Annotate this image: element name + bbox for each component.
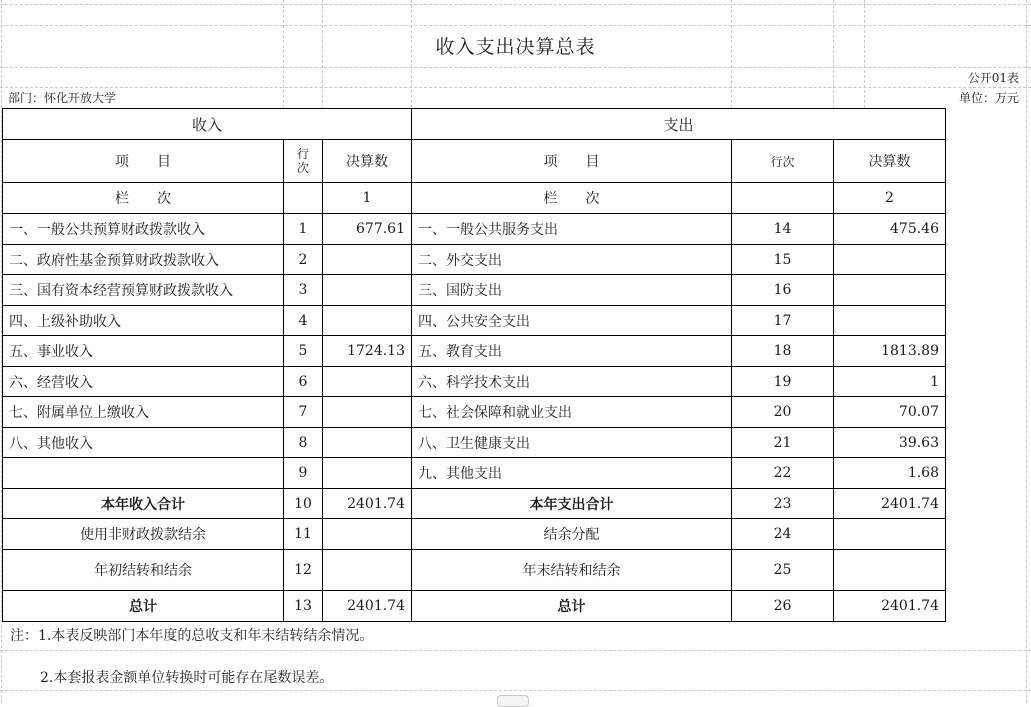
expense-row-number: 19 bbox=[732, 367, 834, 397]
income-row-number: 7 bbox=[284, 397, 323, 428]
income-amount: 677.61 bbox=[323, 214, 412, 245]
income-expense-table bbox=[2, 108, 946, 622]
expense-amount: 2401.74 bbox=[834, 489, 946, 519]
expense-col-number: 2 bbox=[834, 183, 946, 214]
expense-amount-header: 决算数 bbox=[834, 140, 946, 183]
expense-item-label: 四、公共安全支出 bbox=[412, 306, 732, 336]
income-item-label: 八、其他收入 bbox=[3, 428, 284, 458]
expense-row-number: 26 bbox=[732, 591, 834, 622]
department-label: 部门：怀化开放大学 bbox=[8, 91, 117, 105]
income-item-header: 项 目 bbox=[3, 140, 284, 183]
gridline bbox=[0, 87, 1031, 88]
income-row-number: 11 bbox=[284, 519, 323, 550]
income-row-number: 8 bbox=[284, 428, 323, 458]
income-item-label: 五、事业收入 bbox=[3, 336, 284, 367]
expense-amount: 1 bbox=[834, 367, 946, 397]
expense-item-label: 三、国防支出 bbox=[412, 275, 732, 306]
expense-row-number: 21 bbox=[732, 428, 834, 458]
expense-amount bbox=[834, 306, 946, 336]
income-row-number: 3 bbox=[284, 275, 323, 306]
expense-item-label: 五、教育支出 bbox=[412, 336, 732, 367]
expense-item-label: 九、其他支出 bbox=[412, 458, 732, 489]
income-amount bbox=[323, 519, 412, 550]
gridline bbox=[0, 690, 1031, 691]
income-amount bbox=[323, 367, 412, 397]
gridline bbox=[0, 650, 1031, 651]
expense-item-label: 二、外交支出 bbox=[412, 245, 732, 275]
empty-cell bbox=[284, 183, 323, 214]
expense-row-number: 14 bbox=[732, 214, 834, 245]
expense-amount: 475.46 bbox=[834, 214, 946, 245]
income-row-number: 10 bbox=[284, 489, 323, 519]
income-item-label: 四、上级补助收入 bbox=[3, 306, 284, 336]
table-row bbox=[3, 428, 946, 458]
note-1: 注：1.本表反映部门本年度的总收支和年末结转结余情况。 bbox=[10, 628, 374, 644]
expense-row-number: 25 bbox=[732, 550, 834, 591]
income-amount: 1724.13 bbox=[323, 336, 412, 367]
income-row-number: 6 bbox=[284, 367, 323, 397]
income-amount bbox=[323, 306, 412, 336]
table-row bbox=[3, 214, 946, 245]
income-total-label: 总计 bbox=[3, 591, 284, 622]
income-amount-header: 决算数 bbox=[323, 140, 412, 183]
unit-label: 单位：万元 bbox=[958, 91, 1019, 105]
income-row-number: 1 bbox=[284, 214, 323, 245]
expense-header: 支出 bbox=[412, 109, 946, 140]
income-rowno-header bbox=[284, 140, 323, 183]
table-row bbox=[3, 245, 946, 275]
expense-amount: 70.07 bbox=[834, 397, 946, 428]
income-row-number: 2 bbox=[284, 245, 323, 275]
income-amount bbox=[323, 397, 412, 428]
expense-col-label: 栏 次 bbox=[412, 183, 732, 214]
table-row bbox=[3, 458, 946, 489]
table-row bbox=[3, 306, 946, 336]
expense-row-number: 23 bbox=[732, 489, 834, 519]
income-amount bbox=[323, 275, 412, 306]
expense-total-label: 结余分配 bbox=[412, 519, 732, 550]
income-row-number: 5 bbox=[284, 336, 323, 367]
income-total-label: 年初结转和结余 bbox=[3, 550, 284, 591]
expense-amount: 1.68 bbox=[834, 458, 946, 489]
income-col-label: 栏 次 bbox=[3, 183, 284, 214]
expense-total-label: 本年支出合计 bbox=[412, 489, 732, 519]
expense-item-label: 七、社会保障和就业支出 bbox=[412, 397, 732, 428]
income-row-number: 9 bbox=[284, 458, 323, 489]
expense-item-label: 六、科学技术支出 bbox=[412, 367, 732, 397]
income-amount bbox=[323, 245, 412, 275]
expense-total-label: 总计 bbox=[412, 591, 732, 622]
gridline bbox=[0, 67, 1031, 68]
empty-cell bbox=[732, 183, 834, 214]
expense-item-header: 项 目 bbox=[412, 140, 732, 183]
expense-row-number: 20 bbox=[732, 397, 834, 428]
section-header-row bbox=[3, 109, 946, 140]
income-item-label: 七、附属单位上缴收入 bbox=[3, 397, 284, 428]
expense-row-number: 24 bbox=[732, 519, 834, 550]
expense-total-label: 年末结转和结余 bbox=[412, 550, 732, 591]
expense-item-label: 八、卫生健康支出 bbox=[412, 428, 732, 458]
expense-amount bbox=[834, 519, 946, 550]
income-header: 收入 bbox=[3, 109, 412, 140]
sheet-scroll-handle[interactable] bbox=[497, 695, 529, 707]
column-number-row bbox=[3, 183, 946, 214]
income-col-number: 1 bbox=[323, 183, 412, 214]
income-amount: 2401.74 bbox=[323, 489, 412, 519]
grand-total-row bbox=[3, 591, 946, 622]
table-row bbox=[3, 336, 946, 367]
income-amount bbox=[323, 458, 412, 489]
income-item-label: 二、政府性基金预算财政拨款收入 bbox=[3, 245, 284, 275]
income-item-label: 六、经营收入 bbox=[3, 367, 284, 397]
income-row-number: 12 bbox=[284, 550, 323, 591]
income-amount bbox=[323, 550, 412, 591]
form-code: 公开01表 bbox=[967, 71, 1019, 85]
expense-row-number: 15 bbox=[732, 245, 834, 275]
expense-row-number: 16 bbox=[732, 275, 834, 306]
expense-amount bbox=[834, 275, 946, 306]
income-row-number: 13 bbox=[284, 591, 323, 622]
page-title: 收入支出决算总表 bbox=[435, 36, 596, 58]
gridline bbox=[1026, 0, 1027, 703]
table-row bbox=[3, 367, 946, 397]
expense-rowno-header: 行次 bbox=[732, 140, 834, 183]
expense-amount: 2401.74 bbox=[834, 591, 946, 622]
table-row bbox=[3, 397, 946, 428]
table-row bbox=[3, 275, 946, 306]
income-item-label bbox=[3, 458, 284, 489]
gridline bbox=[0, 4, 1031, 5]
income-total-label: 本年收入合计 bbox=[3, 489, 284, 519]
expense-item-label: 一、一般公共服务支出 bbox=[412, 214, 732, 245]
year-total-row bbox=[3, 489, 946, 519]
expense-row-number: 18 bbox=[732, 336, 834, 367]
note-2: 2.本套报表金额单位转换时可能存在尾数误差。 bbox=[40, 670, 334, 686]
expense-amount bbox=[834, 550, 946, 591]
income-item-label: 三、国有资本经营预算财政拨款收入 bbox=[3, 275, 284, 306]
income-amount: 2401.74 bbox=[323, 591, 412, 622]
expense-row-number: 17 bbox=[732, 306, 834, 336]
expense-amount bbox=[834, 245, 946, 275]
expense-amount: 39.63 bbox=[834, 428, 946, 458]
income-total-label: 使用非财政拨款结余 bbox=[3, 519, 284, 550]
gridline bbox=[0, 25, 1031, 26]
income-row-number: 4 bbox=[284, 306, 323, 336]
carryover-row bbox=[3, 550, 946, 591]
expense-row-number: 22 bbox=[732, 458, 834, 489]
income-amount bbox=[323, 428, 412, 458]
income-item-label: 一、一般公共预算财政拨款收入 bbox=[3, 214, 284, 245]
rowno-header-text: 行 次 bbox=[296, 147, 309, 175]
expense-amount: 1813.89 bbox=[834, 336, 946, 367]
column-header-row bbox=[3, 140, 946, 183]
nonfiscal-row bbox=[3, 519, 946, 550]
